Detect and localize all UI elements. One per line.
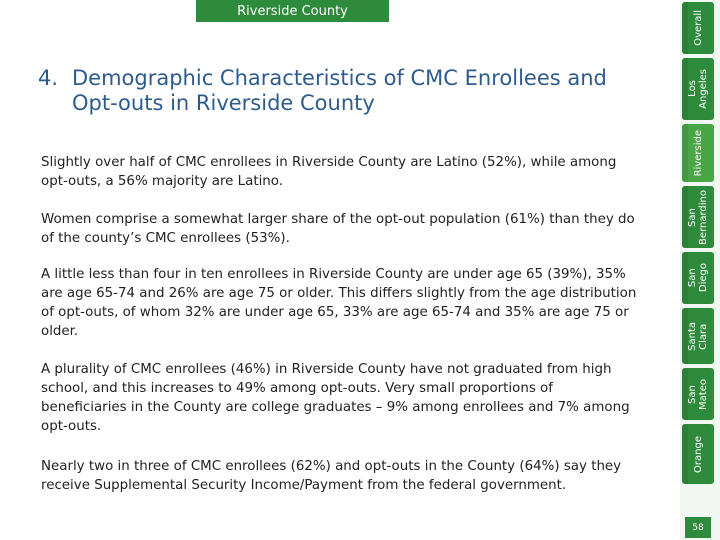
tab-san-bernardino-label: San Bernardino [687,189,709,245]
tab-overall[interactable] [682,2,714,54]
tab-overall-label: Overall [692,10,704,46]
page-number [685,517,711,538]
bullet-ssi: Nearly two in three of CMC enrollees (62%) and opt-outs in the County (64%) say they receive Supplemental Security Income/Payment from the federal government. [41,459,622,493]
tab-riverside-label: Riverside [692,129,704,177]
tab-san-mateo-label: San Mateo [687,378,709,410]
tab-riverside[interactable] [682,124,714,182]
page-number-label: 58 [692,522,704,533]
tab-los-angeles-label: Los Angeles [687,69,709,109]
county-banner-label: Riverside County [237,3,348,19]
tab-orange-label: Orange [692,435,704,473]
tab-san-diego-label: San Diego [687,263,709,293]
tab-san-mateo[interactable] [682,368,714,420]
bullet-women: Women comprise a somewhat larger share of the opt-out population (61%) than they do of the county’s CMC enrollees (53%). [41,212,635,246]
section-title: Demographic Characteristics of CMC Enrollees and Opt-outs in Riverside County [72,66,607,115]
bullet-latino: Slightly over half of CMC enrollees in Riverside County are Latino (52%), while among opt-outs, a 56% majority are Latino. [41,155,617,189]
tab-santa-clara-label: Santa Clara [687,321,709,351]
tab-los-angeles[interactable] [682,58,714,120]
tab-san-diego[interactable] [682,252,714,304]
tab-san-bernardino[interactable] [682,186,714,248]
tab-santa-clara[interactable] [682,308,714,364]
section-number: 4. [38,66,59,90]
bullet-education: A plurality of CMC enrollees (46%) in Riverside County have not graduated from high school, and this increases to 49% among opt-outs. Very small proportions of beneficiaries in the County are college graduates – 9% among enrollees and 7% among opt-outs. [41,362,630,434]
page-title [38,66,658,116]
bullet-age: A little less than four in ten enrollees in Riverside County are under age 65 (39%), 35% are age 65-74 and 26% are age 75 or older. This differs slightly from the age distribution of opt-outs, of whom 32% are under age 65, 33% are age 65-74 and 35% are age 75 or older. [41,267,637,339]
county-banner [196,0,389,22]
tab-orange[interactable] [682,424,714,484]
